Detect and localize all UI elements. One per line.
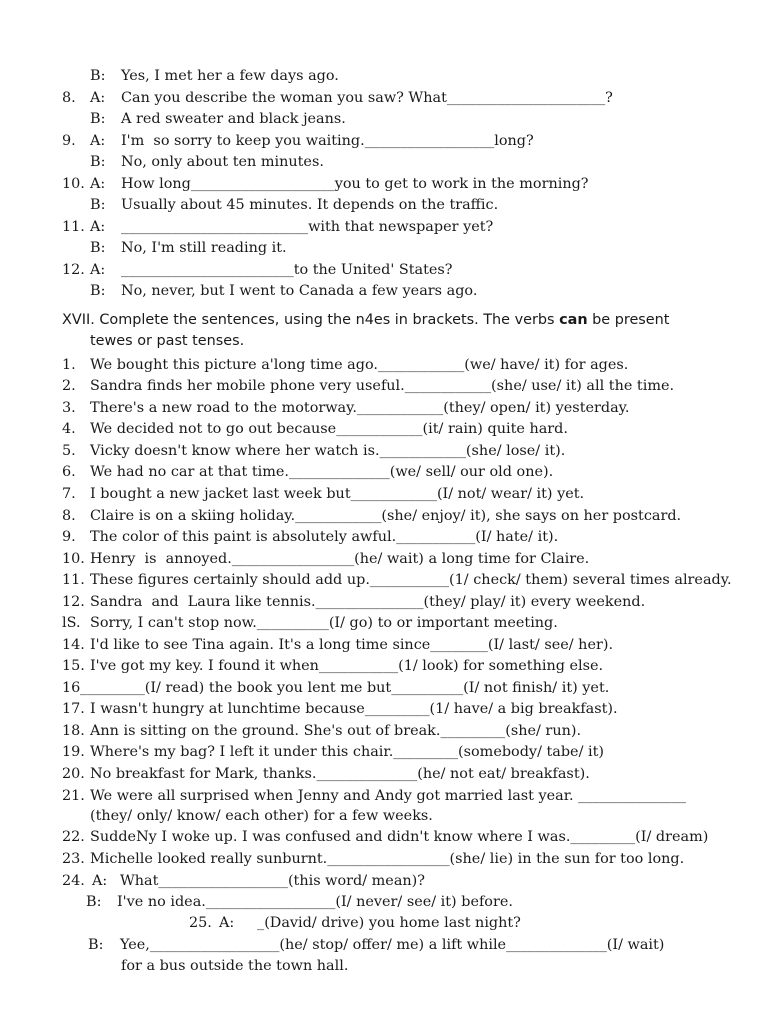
section-heading-text: XVII. Complete the sentences, using the n4es in brackets. The verbs can be present [62,312,670,328]
worksheet-page: B: Yes, I met her a few days ago. 8. A: Can you describe the woman you saw? What______________________? B: A red sweater and black jeans. 9. A: I'm so sorry to keep you waiting.__________________long? B: No, only about ten minutes. 10. A: How long____________________you to get to work in the morning? B: Usually about 45 minutes. It depends on the traffic. 11. A: __________________________with that newspaper yet? B: No, I'm still reading it. 12. A: ________________________to the United' States? B: No, never, but I went to Canada a few years ago. XVII. Complete the sentences, using the n4es in brackets. The verbs can be present tewes or past tenses. 1. We bought this picture a'long time ago.____________(we/ have/ it) for ages. 2. Sandra finds her mobile phone very useful.____________(she/ use/ it) all the time. 3. There's a new road to the motorway.____________(they/ open/ it) yesterday. 4. We decided not to go out because____________(it/ rain) quite hard. 5. Vicky doesn't know where her watch is.____________(she/ lose/ it). 6. We had no car at that time.______________(we/ sell/ our old one). 7. I bought a new jacket last week but____________(I/ not/ wear/ it) yet. 8. Claire is on a skiing holiday.____________(she/ enjoy/ it), she says on her postcard. 9. The color of this paint is absolutely awful.___________(I/ hate/ it). 10. Henry is annoyed._________________(he/ wait) a long time for Claire. 11. These figures certainly should add up.___________(1/ check/ them) several times already. 12. Sandra and Laura like tennis._______________(they/ play/ it) every weekend. lS. Sorry, I can't stop now.__________(I/ go) to or important meeting. 14. I'd like to see Tina again. It's a long time since________(I/ last/ see/ her). 15. I've got my key. I found it when___________(1/ look) for something else. 16 _________(I/ read) the book you lent me but__________(I/ not finish/ it) yet. 17. I wasn't hungry at lunchtime because_________(1/ have/ a big breakfast). 18. Ann is sitting on the ground. She's out of break._________(she/ run). 19. Where's my bag? I left it under this chair._________(somebody/ tabe/ it) 20. No breakfast for Mark, thanks.______________(he/ not eat/ breakfast). 21. We were all surprised when Jenny and Andy got married last year. _______________ (they/ only/ know/ each other) for a few weeks. 22. SuddeNy I woke up. I was confused and didn't know where I was._________(I/ dream) 23. Michelle looked really sunburnt._________________(she/ lie) in the sun for too long. 24. A: What__________________(this word/ mean)? B: I've no idea.__________________(I/ never/ see/ it) before. 25. A: _(David/ drive) you home last night? B: Yee,__________________(he/ stop/ offer/ me) a lift while______________(I/ wait) for a bus outside the town hall. [62,68,732,974]
